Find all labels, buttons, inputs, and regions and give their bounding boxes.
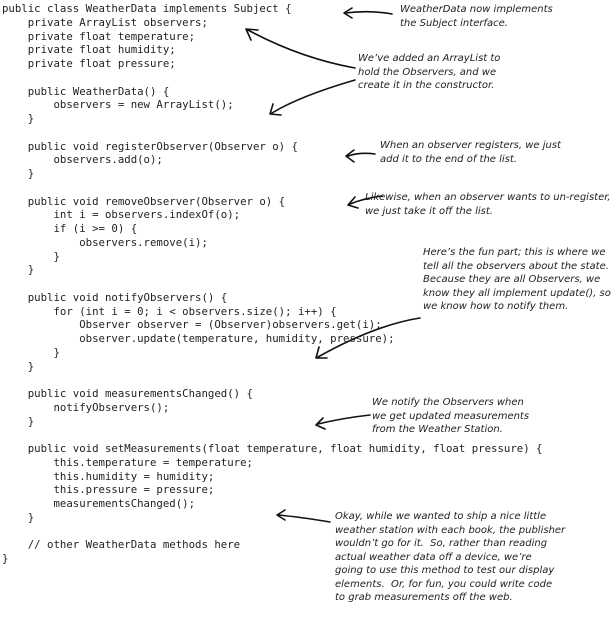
code-line-23: for (int i = 0; i < observers.size(); i++) {: [2, 304, 337, 318]
code-line-3: private float temperature;: [2, 29, 196, 43]
annotation-register: When an observer registers, we just add it to the end of the list.: [380, 140, 561, 165]
code-line-13: }: [2, 167, 35, 180]
arrow-subject: [344, 8, 392, 18]
code-line-1: public class WeatherData implements Subject {: [2, 2, 292, 15]
code-line-8: observers = new ArrayList();: [2, 98, 234, 112]
annotation-unregister: Likewise, when an observer wants to un-register, we just take it off the list.: [365, 192, 611, 217]
code-line-17: if (i >= 0) {: [2, 222, 138, 235]
code-line-25: observer.update(temperature, humidity, pressure);: [2, 332, 395, 345]
code-line-24: Observer observer = (Observer)observers.get(i);: [2, 318, 382, 332]
code-line-26: }: [2, 345, 60, 359]
annotation-measurements: We notify the Observers when we get updated measurements from the Weather Station.: [372, 397, 530, 435]
code-line-29: public void measurementsChanged() {: [2, 387, 253, 400]
annotation-subject: WeatherData now implements the Subject interface.: [400, 4, 553, 29]
arrow-arraylist-up: [246, 29, 355, 68]
code-line-20: }: [2, 263, 35, 277]
code-line-15: public void removeObserver(Observer o) {: [2, 194, 286, 208]
arrow-notify: [316, 318, 420, 358]
code-line-37: measurementsChanged();: [2, 497, 196, 510]
arrow-register: [346, 150, 375, 162]
arrow-arraylist-down: [270, 80, 355, 115]
code-line-41: }: [2, 552, 9, 565]
annotation-notify: Here’s the fun part; this is where we tell all the observers about the state. Because they are all Observers, we know they all implement update(), so we know how to notify them.: [423, 247, 611, 312]
code-line-4: private float humidity;: [2, 43, 176, 57]
code-line-22: public void notifyObservers() {: [2, 290, 228, 304]
code-line-19: }: [2, 249, 60, 263]
code-line-30: notifyObservers();: [2, 400, 170, 414]
code-line-34: this.temperature = temperature;: [2, 455, 253, 469]
arrow-measurements: [316, 415, 370, 429]
code-line-38: }: [2, 510, 35, 524]
code-line-7: public WeatherData() {: [2, 84, 170, 98]
annotation-set-measurements: Okay, while we wanted to ship a nice little weather station with each book, the publisher wouldn’t go for it. So, rather than reading actual weather data off a device, we’re going to use this method to test our display elements. Or, for fun, you could write code to grab measurements off the web.: [335, 511, 566, 603]
code-line-11: public void registerObserver(Observer o) {: [2, 139, 298, 153]
code-line-2: private ArrayList observers;: [2, 15, 208, 29]
code-line-36: this.pressure = pressure;: [2, 483, 215, 497]
code-line-27: }: [2, 359, 35, 373]
code-line-40: // other WeatherData methods here: [2, 538, 241, 552]
code-line-9: }: [2, 112, 35, 125]
annotation-arraylist: We’ve added an ArrayList to hold the Observers, and we create it in the constructor.: [358, 53, 501, 91]
code-line-12: observers.add(o);: [2, 153, 163, 167]
arrow-set-measurements: [277, 510, 330, 522]
code-line-16: int i = observers.indexOf(o);: [2, 208, 241, 222]
code-line-5: private float pressure;: [2, 57, 176, 70]
code-line-31: }: [2, 414, 35, 428]
code-line-35: this.humidity = humidity;: [2, 469, 215, 483]
code-line-33: public void setMeasurements(float temperature, float humidity, float pressure) {: [2, 442, 543, 455]
code-line-18: observers.remove(i);: [2, 235, 208, 249]
